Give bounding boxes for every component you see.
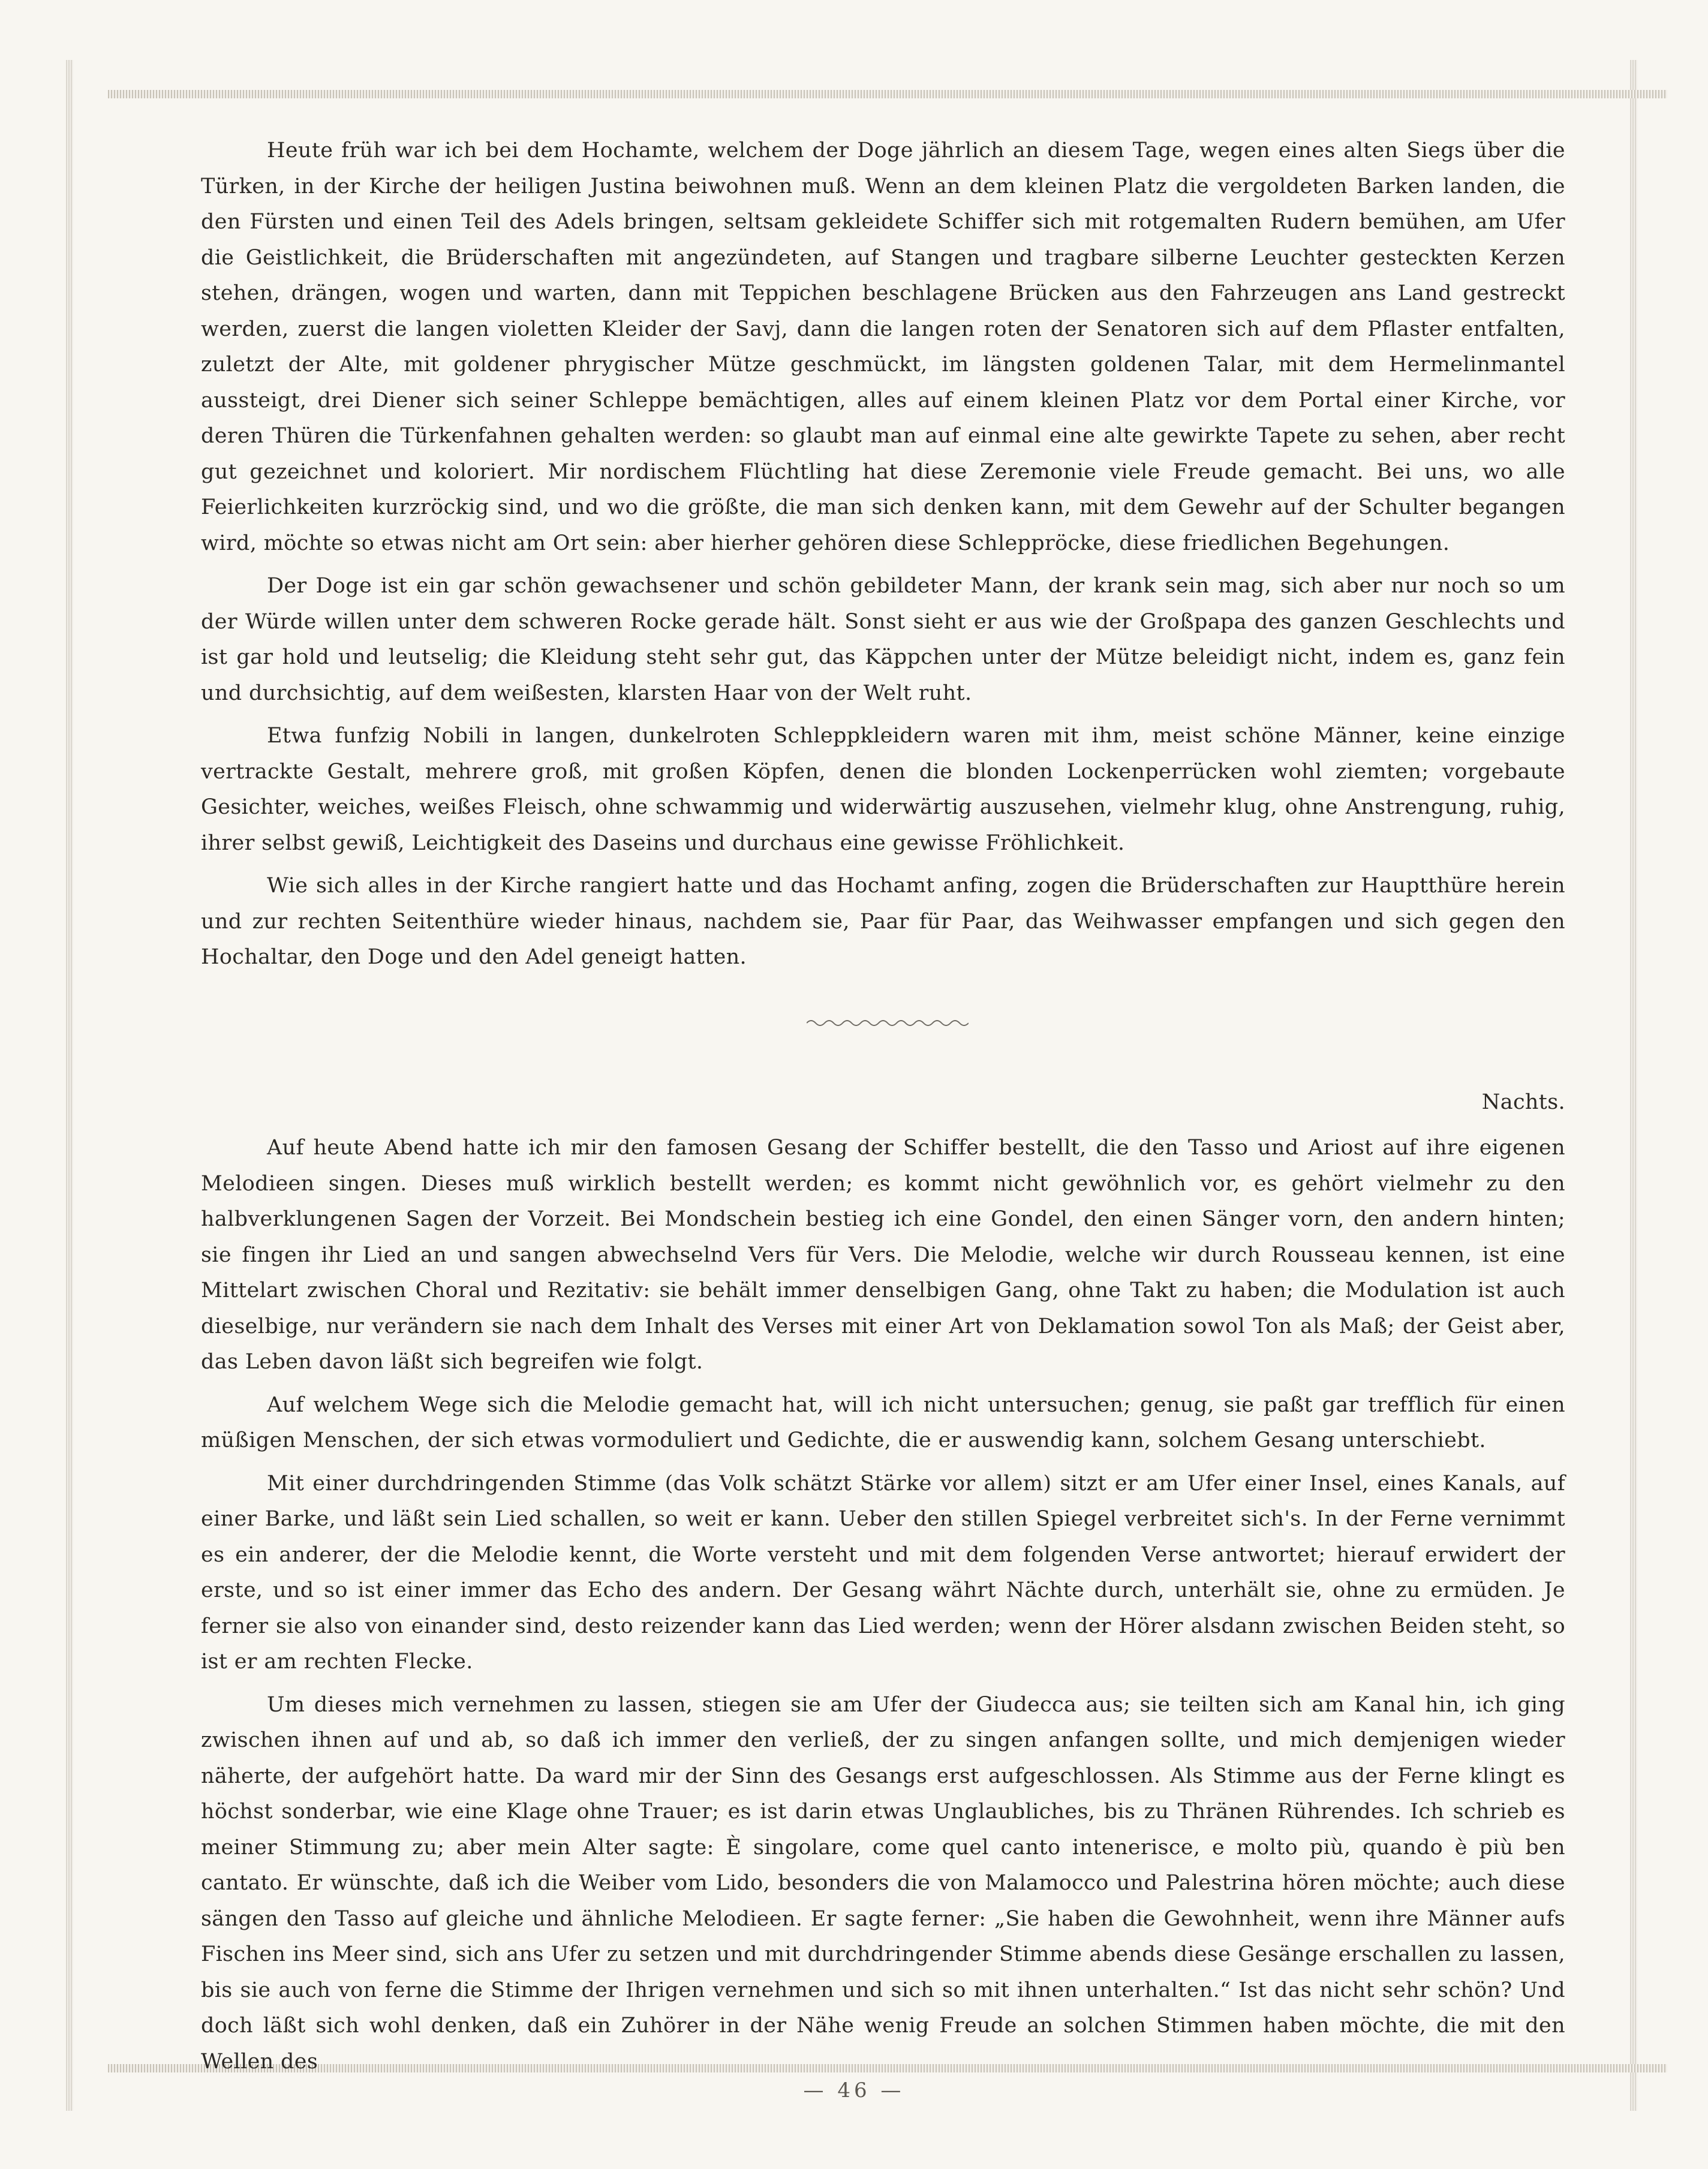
section-heading: Nachts. [1481,1090,1565,1114]
text-section-top [201,133,1565,976]
page-border-top [108,90,1667,98]
paragraph: Der Doge ist ein gar schön gewachsener und schön gebildeter Mann, der krank sein mag, sich aber nur noch so um der Würde willen unter dem schweren Rocke gerade hält. Sonst sieht er aus wie der Großpapa des ganzen Geschlechts und ist gar hold und leutselig; die Kleidung steht sehr gut, das Käppchen unter der Mütze beleidigt nicht, indem es, ganz fein und durchsichtig, auf dem weißesten, klarsten Haar von der Welt ruht. [201,574,1565,705]
paragraph: Mit einer durchdringenden Stimme (das Volk schätzt Stärke vor allem) sitzt er am Ufer einer Insel, eines Kanals, auf einer Barke, und läßt sein Lied schallen, so weit er kann. Ueber den stillen Spiegel verbreitet sich's. In der Ferne vernimmt es ein anderer, der die Melodie kennt, die Worte versteht und mit dem folgenden Verse antwortet; hierauf erwidert der erste, und so ist einer immer das Echo des andern. Der Gesang währt Nächte durch, unterhält sie, ohne zu ermüden. Je ferner sie also von einander sind, desto reizender kann das Lied werden; wenn der Hörer alsdann zwischen Beiden steht, so ist er am rechten Flecke. [201,1471,1565,1674]
page-border-right [1630,60,1637,2111]
text-section-bottom [201,1130,1565,2080]
paragraph: Etwa funfzig Nobili in langen, dunkelroten Schleppkleidern waren mit ihm, meist schöne Männer, keine einzige vertrackte Gestalt, mehrere groß, mit großen Köpfen, denen die blonden Lockenperrücken wohl ziemten; vorgebaute Gesichter, weiches, weißes Fleisch, ohne schwammig und widerwärtig auszusehen, vielmehr klug, ohne Anstrengung, ruhig, ihrer selbst gewiß, Leichtigkeit des Daseins und durchaus eine gewisse Fröhlichkeit. [201,724,1565,855]
paragraph: Wie sich alles in der Kirche rangiert hatte und das Hochamt anfing, zogen die Brüderschaften zur Hauptthüre herein und zur rechten Seitenthüre wieder hinaus, nachdem sie, Paar für Paar, das Weihwasser empfangen und sich gegen den Hochaltar, den Doge und den Adel geneigt hatten. [201,874,1565,969]
page-number: — 46 — [803,2078,905,2102]
paragraph: Um dieses mich vernehmen zu lassen, stiegen sie am Ufer der Giudecca aus; sie teilten sich am Kanal hin, ich ging zwischen ihnen auf und ab, so daß ich immer den verließ, der zu singen anfangen sollte, und mich demjenigen wieder näherte, der aufgehört hatte. Da ward mir der Sinn des Gesangs erst aufgeschlossen. Als Stimme aus der Ferne klingt es höchst sonderbar, wie eine Klage ohne Trauer; es ist darin etwas Unglaubliches, bis zu Thränen Rührendes. Ich schrieb es meiner Stimmung zu; aber mein Alter sagte: È singolare, come quel canto intenerisce, e molto più, quando è più ben cantato. Er wünschte, daß ich die Weiber vom Lido, besonders die von Malamocco und Palestrina hören möchte; auch diese sängen den Tasso auf gleiche und ähnliche Melodieen. Er sagte ferner: „Sie haben die Gewohnheit, wenn ihre Männer aufs Fischen ins Meer sind, sich ans Ufer zu setzen und mit durchdringender Stimme abends diese Gesänge erschallen zu lassen, bis sie auch von ferne die Stimme der Ihrigen vernehmen und sich so mit ihnen unterhalten.“ Ist das nicht sehr schön? Und doch läßt sich wohl denken, daß ein Zuhörer in der Nähe wenig Freude an solchen Stimmen haben möchte, die mit den Wellen des [201,1692,1565,2074]
section-divider-ornament [807,1017,969,1029]
page-border-left [66,60,73,2111]
paragraph: Auf heute Abend hatte ich mir den famosen Gesang der Schiffer bestellt, die den Tasso und Ariost auf ihre eigenen Melodieen singen. Dieses muß wirklich bestellt werden; es kommt nicht gewöhnlich vor, es gehört vielmehr zu den halbverklungenen Sagen der Vorzeit. Bei Mondschein bestieg ich eine Gondel, den einen Sänger vorn, den andern hinten; sie fingen ihr Lied an und sangen abwechselnd Vers für Vers. Die Melodie, welche wir durch Rousseau kennen, ist eine Mittelart zwischen Choral und Rezitativ: sie behält immer denselbigen Gang, ohne Takt zu haben; die Modulation ist auch dieselbige, nur verändern sie nach dem Inhalt des Verses mit einer Art von Deklamation sowol Ton als Maß; der Geist aber, das Leben davon läßt sich begreifen wie folgt. [201,1136,1565,1374]
paragraph: Auf welchem Wege sich die Melodie gemacht hat, will ich nicht untersuchen; genug, sie paßt gar trefflich für einen müßigen Menschen, der sich etwas vormoduliert und Gedichte, die er auswendig kann, solchem Gesang unterschiebt. [201,1392,1565,1452]
paragraph: Heute früh war ich bei dem Hochamte, welchem der Doge jährlich an diesem Tage, wegen eines alten Siegs über die Türken, in der Kirche der heiligen Justina beiwohnen muß. Wenn an dem kleinen Platz die vergoldeten Barken landen, die den Fürsten und einen Teil des Adels bringen, seltsam gekleidete Schiffer sich mit rotgemalten Rudern bemühen, am Ufer die Geistlichkeit, die Brüderschaften mit angezündeten, auf Stangen und tragbare silberne Leuchter gesteckten Kerzen stehen, drängen, wogen und warten, dann mit Teppichen beschlagene Brücken aus den Fahrzeugen ans Land gestreckt werden, zuerst die langen violetten Kleider der Savj, dann die langen roten der Senatoren sich auf dem Pflaster entfalten, zuletzt der Alte, mit goldener phrygischer Mütze geschmückt, im längsten goldenen Talar, mit dem Hermelinmantel aussteigt, drei Diener sich seiner Schleppe bemächtigen, alles auf einem kleinen Platz vor dem Portal einer Kirche, vor deren Thüren die Türkenfahnen gehalten werden: so glaubt man auf einmal eine alte gewirkte Tapete zu sehen, aber recht gut gezeichnet und koloriert. Mir nordischem Flüchtling hat diese Zeremonie viele Freude gemacht. Bei uns, wo alle Feierlichkeiten kurzröckig sind, und wo die größte, die man sich denken kann, mit dem Gewehr auf der Schulter begangen wird, möchte so etwas nicht am Ort sein: aber hierher gehören diese Schleppröcke, diese friedlichen Begehungen. [201,139,1565,555]
